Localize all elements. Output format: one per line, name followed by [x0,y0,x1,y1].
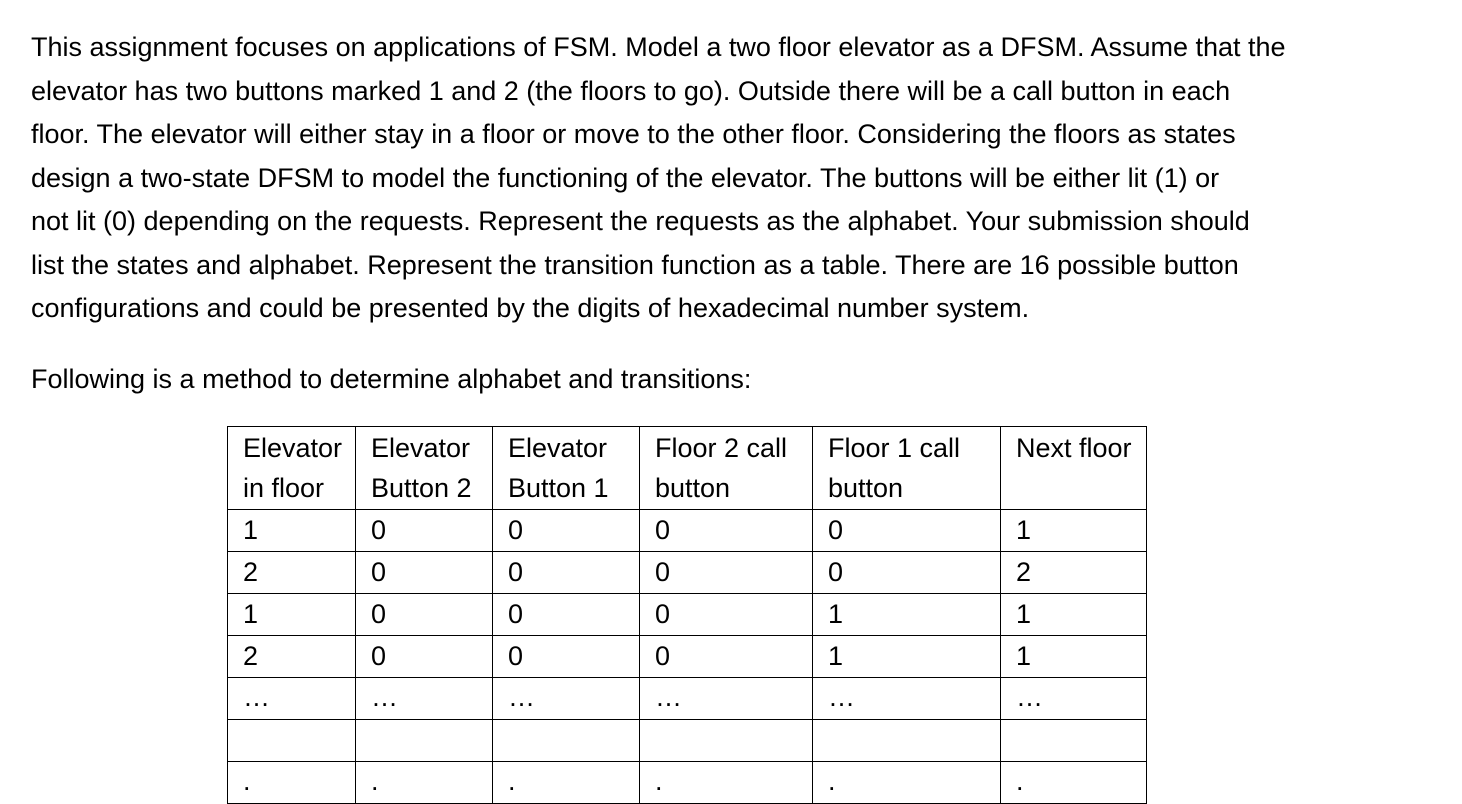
table-cell [356,720,493,762]
table-cell: . [493,762,640,804]
table-cell [493,720,640,762]
header-elevator-button-2: Elevator Button 2 [356,427,493,510]
table-cell: 2 [228,636,356,678]
table-cell: 0 [493,552,640,594]
table-cell: 1 [813,636,1001,678]
paragraph-line: list the states and alphabet. Represent the transition function as a table. There are 16 possible button [31,249,1239,280]
table-cell: . [640,762,813,804]
table-cell: … [640,678,813,720]
table-cell: 0 [640,552,813,594]
table-cell: … [228,678,356,720]
table-cell: 0 [493,594,640,636]
table-cell: 0 [356,510,493,552]
header-elevator-in-floor: Elevator in floor [228,427,356,510]
table-cell: 1 [228,594,356,636]
table-cell: 0 [640,510,813,552]
paragraph-line: elevator has two buttons marked 1 and 2 (the floors to go). Outside there will be a call button in each [31,75,1231,106]
table-cell [813,720,1001,762]
table-row [228,636,1147,678]
paragraph-line: not lit (0) depending on the requests. Represent the requests as the alphabet. Your submission should [31,206,1250,236]
table-cell: … [493,678,640,720]
method-intro: Following is a method to determine alphabet and transitions: [31,364,752,394]
table-row-dots [228,762,1147,804]
table-cell: 1 [813,594,1001,636]
table-cell: 0 [356,636,493,678]
table-cell: 1 [1001,636,1147,678]
header-elevator-button-1: Elevator Button 1 [493,427,640,510]
table-row [228,510,1147,552]
transition-table [227,426,1147,804]
paragraph-line: This assignment focuses on applications of FSM. Model a two floor elevator as a DFSM. Assume that the [31,32,1286,62]
header-next-floor: Next floor [1001,427,1147,510]
table-cell: 2 [1001,552,1147,594]
table-cell: … [1001,678,1147,720]
table-cell: 0 [640,636,813,678]
header-floor-2-call-button: Floor 2 call button [640,427,813,510]
table-cell: … [813,678,1001,720]
table-cell: … [356,678,493,720]
table-row [228,552,1147,594]
table-cell [228,720,356,762]
assignment-paragraph [31,26,1436,331]
table-row [228,594,1147,636]
header-floor-1-call-button: Floor 1 call button [813,427,1001,510]
table-cell: 0 [356,594,493,636]
table-cell: 0 [640,594,813,636]
paragraph-line: design a two-state DFSM to model the functioning of the elevator. The buttons will be either lit (1) or [31,162,1220,193]
table-cell: . [1001,762,1147,804]
table-row-empty [228,720,1147,762]
table-cell [1001,720,1147,762]
table-cell [640,720,813,762]
table-row-ellipsis [228,678,1147,720]
table-cell: . [228,762,356,804]
paragraph-line: configurations and could be presented by the digits of hexadecimal number system. [31,293,1030,323]
table-cell: 1 [228,510,356,552]
table-cell: 0 [493,636,640,678]
paragraph-line: floor. The elevator will either stay in a floor or move to the other floor. Considering the floors as states [31,119,1236,149]
table-header-row [228,427,1147,510]
table-cell: 0 [493,510,640,552]
table-cell: 0 [356,552,493,594]
table-cell: . [813,762,1001,804]
table-cell: 1 [1001,594,1147,636]
table-cell: 0 [813,552,1001,594]
table-cell: . [356,762,493,804]
table-cell: 1 [1001,510,1147,552]
table-cell: 2 [228,552,356,594]
table-cell: 0 [813,510,1001,552]
